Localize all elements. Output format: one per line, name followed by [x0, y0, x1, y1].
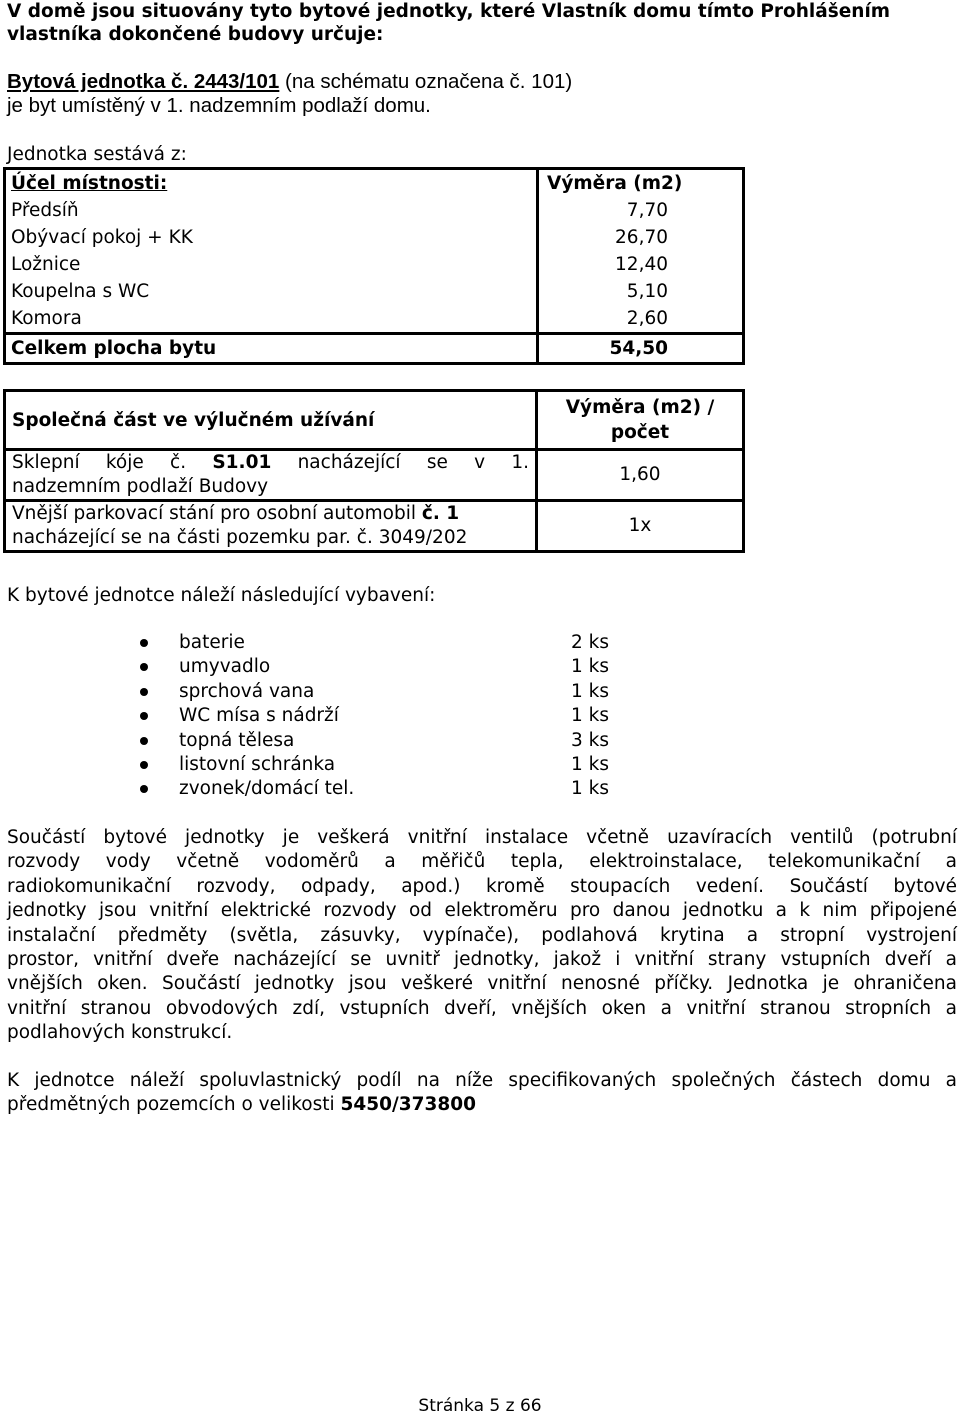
- cellar-line-2: nadzemním podlaží Budovy: [12, 476, 269, 497]
- equipment-qty: 1 ks: [571, 656, 610, 678]
- room-area: 7,70: [538, 197, 744, 224]
- bullet-icon: [140, 712, 148, 720]
- rooms-total-row: [5, 334, 744, 364]
- table-row: [5, 224, 744, 251]
- equipment-qty: 1 ks: [571, 705, 610, 727]
- cellar-value: 1,60: [537, 450, 744, 501]
- room-name: Obývací pokoj + KK: [5, 224, 538, 251]
- bullet-icon: [140, 639, 148, 647]
- common-header-row: [5, 391, 744, 450]
- paragraph-line: Součástí bytové jednotky je veškerá vnitřní instalace včetně uzavíracích ventilů (potrubní: [7, 827, 957, 848]
- paragraph-line: rozvody vody včetně vodoměrů a měřičů tepla, elektroinstalace, telekomunikační a: [7, 851, 957, 873]
- share-value: 5450/373800: [340, 1094, 477, 1116]
- cellar-code: S1.01: [212, 452, 272, 473]
- share-paragraph: [7, 1069, 957, 1118]
- common-parts-table: [3, 389, 745, 553]
- equipment-qty: 1 ks: [571, 680, 610, 702]
- bullet-icon: [140, 688, 148, 696]
- room-name: Komora: [5, 305, 538, 334]
- rooms-header-purpose: Účel místnosti:: [5, 169, 538, 198]
- cellar-text-c: nacházející se v 1.: [271, 452, 529, 473]
- equipment-name: listovní schránka: [179, 753, 336, 775]
- room-area: 12,40: [538, 251, 744, 278]
- intro-line-1: V domě jsou situovány tyto bytové jednotky, které Vlastník domu tímto Prohlášením: [7, 1, 891, 22]
- parking-value: 1x: [537, 501, 744, 552]
- paragraph-line: prostor, vnitřní dveře nacházející se uvnitř jednotky, jakož i vnitřní strany vstupních dveří a: [7, 949, 957, 971]
- composition-label: Jednotka sestává z:: [7, 144, 187, 165]
- equipment-name: baterie: [179, 632, 245, 653]
- room-area: 2,60: [538, 305, 744, 334]
- room-name: Koupelna s WC: [5, 278, 538, 305]
- room-area: 5,10: [538, 278, 744, 305]
- common-item-parking: [5, 501, 537, 552]
- unit-scope-paragraph: [7, 826, 957, 1046]
- equipment-name: topná tělesa: [179, 729, 295, 751]
- equipment-qty: 1 ks: [571, 753, 610, 775]
- rooms-table: [3, 167, 745, 365]
- paragraph-line: radiokomunikační rozvody, odpady, apod.) kromě stoupacích vedení. Součástí bytové: [7, 875, 957, 897]
- equipment-qty: 1 ks: [571, 778, 610, 800]
- rooms-total-label: Celkem plocha bytu: [5, 334, 538, 364]
- intro-line-2: vlastníka dokončené budovy určuje:: [7, 24, 384, 45]
- parking-text-a: Vnější parkovací stání pro osobní automobil: [12, 503, 422, 524]
- bullet-icon: [140, 785, 148, 793]
- paragraph-line: [7, 1093, 957, 1117]
- paragraph-line: instalační předměty (světla, zásuvky, vypínače), podlahová krytina a stropní vystrojení: [7, 924, 957, 946]
- rooms-total-value: 54,50: [538, 334, 744, 364]
- parking-code: č. 1: [421, 503, 460, 524]
- common-item-cellar: [5, 450, 537, 501]
- parking-line-2: nacházející se na části pozemku par. č. 3049/202: [12, 527, 468, 548]
- common-header-area-line2: počet: [610, 422, 670, 443]
- paragraph-line: K jednotce náleží spoluvlastnický podíl na níže specifikovaných společných částech domu a: [7, 1070, 957, 1091]
- equipment-intro: K bytové jednotce náleží následující vybavení:: [7, 585, 436, 606]
- table-row: [5, 450, 744, 501]
- equipment-qty: 3 ks: [571, 729, 610, 751]
- common-header-part: Společná část ve výlučném užívání: [5, 391, 537, 450]
- table-row: [5, 278, 744, 305]
- table-row: [5, 305, 744, 334]
- paragraph-line: vnitřní stranou obvodových zdí, vstupních dveří, vnějších oken a vnitřní stranou stropních a: [7, 997, 957, 1019]
- unit-label: Bytová jednotka č. 2443/101: [7, 70, 280, 93]
- bullet-icon: [140, 737, 148, 745]
- equipment-qty: 2 ks: [571, 632, 610, 653]
- equipment-name: sprchová vana: [179, 680, 315, 702]
- table-row: [5, 501, 744, 552]
- unit-heading: [7, 70, 572, 94]
- equipment-name: umyvadlo: [179, 656, 271, 678]
- common-header-area: [537, 391, 744, 450]
- table-row: [5, 251, 744, 278]
- unit-location: je byt umístěný v 1. nadzemním podlaží domu.: [7, 94, 431, 117]
- paragraph-line: jednotky jsou vnitřní elektrické rozvody od elektroměru pro danou jednotku a k nim připojené: [7, 900, 957, 922]
- bullet-icon: [140, 761, 148, 769]
- paragraph-line: podlahových konstrukcí.: [7, 1022, 233, 1044]
- cellar-text-a: Sklepní kóje č.: [12, 452, 213, 473]
- parking-line-1: [12, 502, 529, 526]
- unit-note: (na schématu označena č. 101): [279, 70, 573, 93]
- page-footer: Stránka 5 z 66: [418, 1396, 542, 1416]
- common-header-area-line1: Výměra (m2) /: [565, 397, 715, 418]
- room-area: 26,70: [538, 224, 744, 251]
- cellar-line-1: [12, 451, 529, 475]
- equipment-name: zvonek/domácí tel.: [179, 778, 355, 800]
- room-name: Předsíň: [5, 197, 538, 224]
- room-name: Ložnice: [5, 251, 538, 278]
- table-row: [5, 197, 744, 224]
- paragraph-line: vnějších oken. Součástí jednotky jsou veškeré vnitřní nenosné příčky. Jednotka je ohraničena: [7, 973, 957, 995]
- rooms-header-row: [5, 169, 744, 198]
- bullet-icon: [140, 663, 148, 671]
- share-text: předmětných pozemcích o velikosti: [7, 1094, 341, 1116]
- rooms-header-area: Výměra (m2): [538, 169, 744, 198]
- equipment-name: WC mísa s nádrží: [179, 705, 339, 727]
